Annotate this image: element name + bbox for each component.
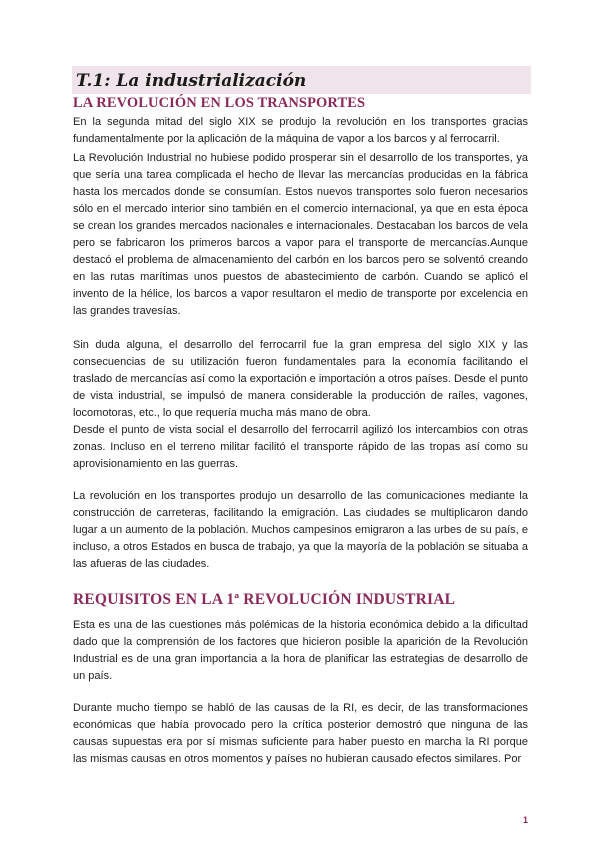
paragraph (73, 488, 528, 573)
paragraph-text: En la segunda mitad del siglo XIX se produjo la revolución en los transportes gracias fundamentalmente por la aplicación de la máquina de vapor a los barcos y al ferrocarril. (73, 116, 528, 145)
title-block (72, 66, 531, 94)
paragraph (73, 700, 528, 768)
paragraph-text: Desde el punto de vista social el desarrollo del ferrocarril agilizó los intercambios con otras zonas. Incluso en el terreno militar facilitó el transporte rápido de las tropas así como su aprovisionamiento en las guerras. (73, 424, 528, 470)
paragraph-text: Esta es una de las cuestiones más polémicas de la historia económica debido a la dificultad dado que la comprensión de los factores que hicieron posible la aparición de la Revolución Industrial es de una gran importancia a la hora de planificar las estrategias de desarrollo de un país. (73, 619, 528, 682)
paragraph-text: Sin duda alguna, el desarrollo del ferrocarril fue la gran empresa del siglo XIX y las consecuencias de su utilización fueron fundamentales para la economía facilitando el traslado de mercancías así como la exportación e importación a otros países. Desde el punto de vista industrial, se impulsó de manera considerable la producción de raíles, vagones, locomotoras, etc., lo que requería mucha más mano de obra. (73, 339, 528, 419)
paragraph (73, 114, 528, 148)
paragraph (73, 150, 528, 320)
page-title: T.1: La industrialización (72, 66, 531, 94)
section-heading-transportes: LA REVOLUCIÓN EN LOS TRANSPORTES (73, 95, 366, 111)
paragraph-text: La revolución en los transportes produjo un desarrollo de las comunicaciones mediante la construcción de carreteras, facilitando la emigración. Las ciudades se multiplicaron dando lugar a un aumento de la población. Muchos campesinos emigraron a las urbes de su país, e incluso, a otros Estados en busca de trabajo, ya que la mayoría de la población se situaba a las afueras de las ciudades. (73, 490, 528, 570)
page-number: 1 (523, 815, 529, 825)
paragraph-text: Durante mucho tiempo se habló de las causas de la RI, es decir, de las transformaciones económicas que había provocado pero la crítica posterior demostró que ninguna de las causas supuestas era por sí mismas suficiente para haber puesto en marcha la RI porque las mismas causas en otros momentos y países no hubieran causado efectos similares. Por (73, 702, 528, 765)
paragraph (73, 337, 528, 473)
paragraph (73, 617, 528, 685)
paragraph-text: La Revolución Industrial no hubiese podido prosperar sin el desarrollo de los transportes, ya que sería una tarea complicada el hecho de llevar las mercancías producidas en la fábrica hasta los mercados donde se consumían. Estos nuevos transportes solo fueron necesarios sólo en el mercado interior sino también en el comercio internacional, ya que en esta época se crean los grandes mercados nacionales e internacionales. Destacaban los barcos de vela pero se fabricaron los primeros barcos a vapor para el transporte de mercancías.Aunque destacó el problema de almacenamiento del carbón en los barcos pero se solventó creando en las rutas marítimas unos puestos de abastecimiento de carbón. Cuando se aplicó el invento de la hélice, los barcos a vapor resultaron el medio de transporte por excelencia en las grandes travesías. (73, 152, 528, 317)
section-heading-requisitos: REQUISITOS EN LA 1ª REVOLUCIÓN INDUSTRIAL (73, 591, 456, 608)
